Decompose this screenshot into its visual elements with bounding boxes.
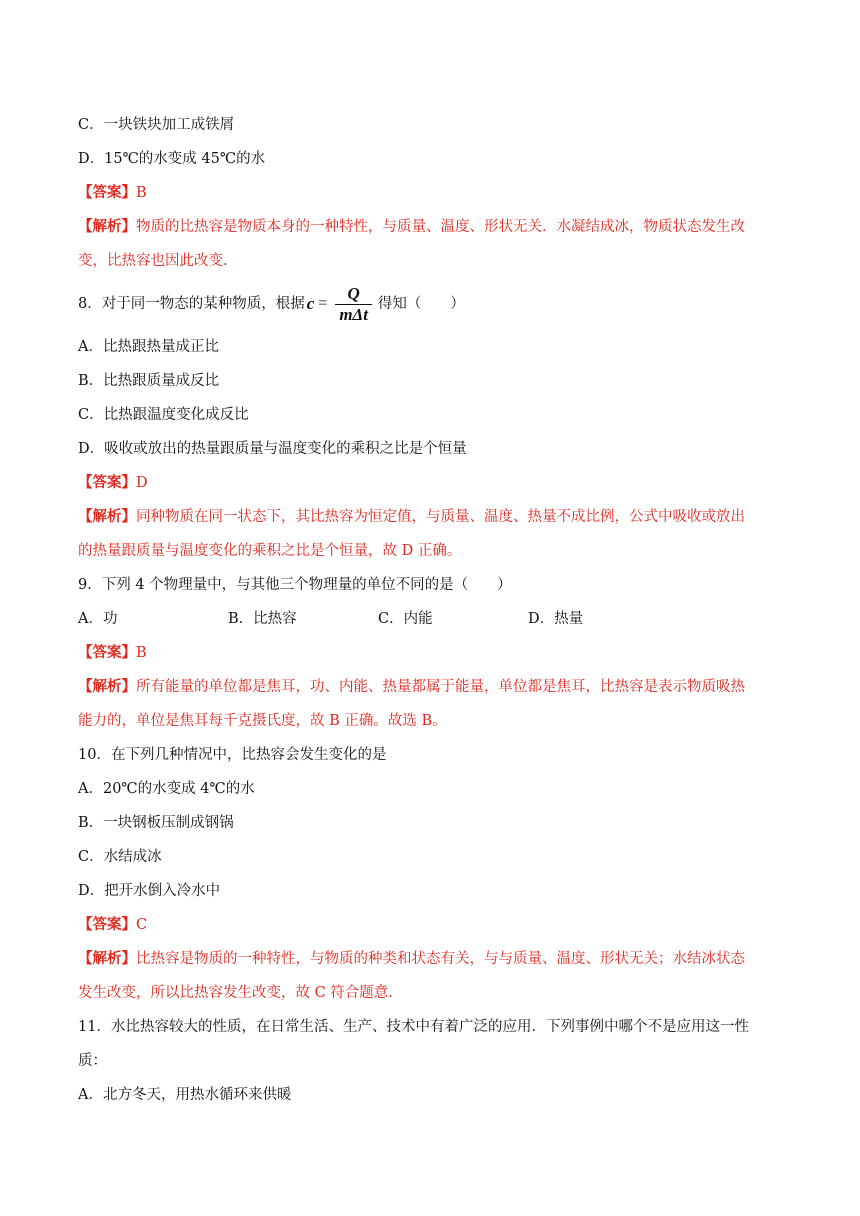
q11-stem-line-1: 11．水比热容较大的性质，在日常生活、生产、技术中有着广泛的应用．下列事例中哪个不是应用这一性 xyxy=(78,1019,749,1035)
formula-c: c xyxy=(306,294,315,313)
q8-option-c: C．比热跟温度变化成反比 xyxy=(78,407,249,423)
q8-answer xyxy=(78,466,788,500)
q10-stem: 10．在下列几种情况中，比热容会发生变化的是 xyxy=(78,747,387,763)
answer-tag: 【答案】 xyxy=(78,644,136,661)
answer-value: B xyxy=(136,185,147,201)
q9-option-a: A．功 xyxy=(78,611,118,627)
formula-denominator: mΔt xyxy=(339,304,368,324)
formula-numerator: Q xyxy=(347,283,360,303)
q9-stem: 9．下列 4 个物理量中，与其他三个物理量的单位不同的是（ ） xyxy=(78,577,512,593)
q10-option-a: A．20℃的水变成 4℃的水 xyxy=(78,781,255,797)
q11-stem xyxy=(78,1010,788,1078)
q8-analysis xyxy=(78,500,788,568)
q10-analysis xyxy=(78,942,788,1010)
answer-value: B xyxy=(136,645,147,661)
q10-option-c: C．水结成冰 xyxy=(78,849,162,865)
q8-stem-suffix: 得知（ ） xyxy=(377,296,465,312)
q9-answer xyxy=(78,636,788,670)
q9-option-b: B．比热容 xyxy=(228,611,297,627)
formula-fraction xyxy=(335,284,372,325)
formula-equals: = xyxy=(318,295,328,312)
analysis-tag: 【解析】 xyxy=(78,508,136,525)
analysis-tag: 【解析】 xyxy=(78,678,136,695)
q9-options xyxy=(78,602,788,636)
q7-answer xyxy=(78,176,788,210)
q8-option-a: A．比热跟热量成正比 xyxy=(78,339,219,355)
q9-analysis xyxy=(78,670,788,738)
analysis-text-1: 同种物质在同一状态下，其比热容为恒定值，与质量、温度、热量不成比例，公式中吸收或放出 xyxy=(136,509,745,525)
q7-option-d: D．15℃的水变成 45℃的水 xyxy=(78,151,266,167)
q8-stem xyxy=(78,278,788,330)
answer-tag: 【答案】 xyxy=(78,474,136,491)
q10-answer xyxy=(78,908,788,942)
analysis-text-1: 物质的比热容是物质本身的一种特性，与质量、温度、形状无关．水凝结成冰，物质状态发生改 xyxy=(136,219,745,235)
q8-stem-prefix: 8．对于同一物态的某种物质，根据 xyxy=(78,296,305,312)
q7-option-c: C．一块铁块加工成铁屑 xyxy=(78,117,235,133)
q9-option-c: C．内能 xyxy=(378,611,433,627)
analysis-text-2: 能力的，单位是焦耳每千克摄氏度，故 B 正确。故选 B。 xyxy=(78,713,447,729)
analysis-tag: 【解析】 xyxy=(78,950,136,967)
document-page xyxy=(78,108,788,1112)
analysis-text-2: 变，比热容也因此改变. xyxy=(78,253,228,269)
q8-option-b: B．比热跟质量成反比 xyxy=(78,373,220,389)
q9-option-d: D．热量 xyxy=(528,611,584,627)
analysis-text-2: 的热量跟质量与温度变化的乘积之比是个恒量，故 D 正确。 xyxy=(78,543,462,559)
analysis-text-2: 发生改变，所以比热容发生改变，故 C 符合题意. xyxy=(78,985,393,1001)
analysis-tag: 【解析】 xyxy=(78,218,136,235)
answer-tag: 【答案】 xyxy=(78,916,136,933)
q11-option-a: A．北方冬天，用热水循环来供暖 xyxy=(78,1087,292,1103)
answer-tag: 【答案】 xyxy=(78,184,136,201)
q8-option-d: D．吸收或放出的热量跟质量与温度变化的乘积之比是个恒量 xyxy=(78,441,467,457)
analysis-text-1: 比热容是物质的一种特性，与物质的种类和状态有关，与与质量、温度、形状无关；水结冰状态 xyxy=(136,951,745,967)
q7-analysis xyxy=(78,210,788,278)
q10-option-d: D．把开水倒入冷水中 xyxy=(78,883,221,899)
answer-value: D xyxy=(136,475,148,491)
answer-value: C xyxy=(136,917,148,933)
analysis-text-1: 所有能量的单位都是焦耳，功、内能、热量都属于能量，单位都是焦耳，比热容是表示物质吸热 xyxy=(136,679,745,695)
q11-stem-line-2: 质： xyxy=(78,1053,107,1069)
q10-option-b: B．一块钢板压制成钢锅 xyxy=(78,815,234,831)
